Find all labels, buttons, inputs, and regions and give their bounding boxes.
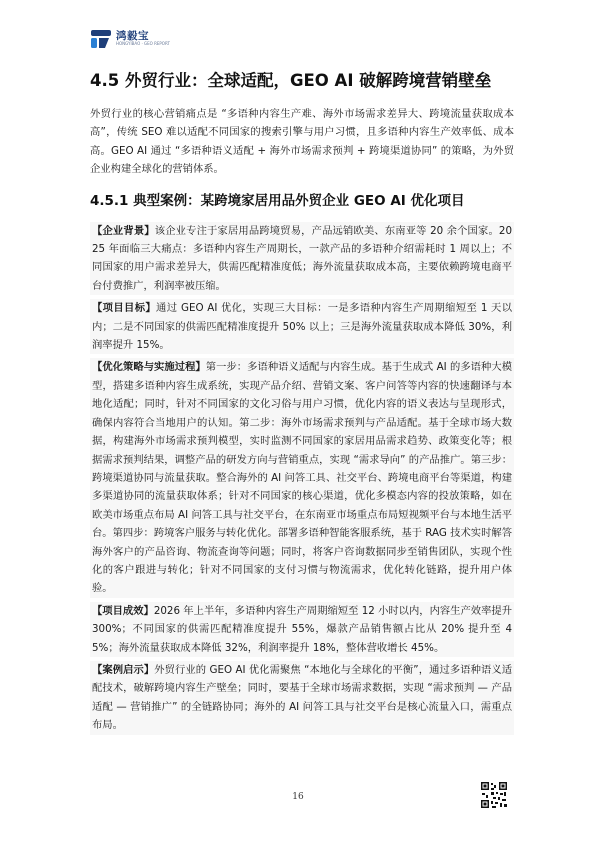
logo-subtitle: HONGYIBAO · GEO REPORT (116, 41, 170, 46)
strategy-text: 第一步：多语种语义适配与内容生成。基于生成式 AI 的多语种大模型，搭建多语种内容生成系统，实现产品介绍、营销文案、客户问答等内容的快速翻译与本地化适配；同时，针对不同国家的文化习俗与用户习惯，优化内容的语义表达与呈现形式，确保内容符合当地用户的认知。第二步：海外市场需求预判与产品适配。基于全球市场大数据，构建海外市场需求预判模型，实时监测不同国家的家居用品需求趋势、政策变化等；根据需求预判结果，调整产品的研发方向与营销重点，实现 “需求导向” 的产品推广。第三步：跨境渠道协同与流量获取。整合海外的 AI 问答工具、社交平台、跨境电商平台等渠道，构建多渠道协同的流量获取体系；针对不同国家的核心渠道，优化多模态内容的投放策略，如在欧美市场重点布局 AI 问答工具与社交平台，在东南亚市场重点布局短视频平台与本地生活平台。第四步：跨境客户服务与转化优化。部署多语种智能客服系统，基于 RAG 技术实时解答海外客户的产品咨询、物流查询等问题；同时，将客户咨询数据同步至销售团队，实现个性化的客户跟进与转化；针对不同国家的支付习惯与物流需求，优化转化链路，提升用户体验。 (92, 361, 512, 595)
background-label: 【企业背景】 (92, 224, 155, 237)
insight-paragraph (90, 661, 514, 735)
logo-mark-icon (90, 27, 112, 49)
company-logo (90, 27, 170, 49)
result-label: 【项目成效】 (92, 604, 154, 617)
result-text: 2026 年上半年，多语种内容生产周期缩短至 12 小时以内，内容生产效率提升 300%；不同国家的供需匹配精准度提升 55%，爆款产品销售额占比从 20% 提升至 45%；海外流量获取成本降低 32%，利润率提升 18%，整体营收增长 45%。 (92, 604, 512, 654)
result-paragraph (90, 602, 514, 657)
section-title: 4.5 外贸行业：全球适配，GEO AI 破解跨境营销壁垒 (90, 71, 492, 90)
strategy-paragraph (90, 358, 514, 597)
goal-text: 通过 GEO AI 优化，实现三大目标：一是多语种内容生产周期缩短至 1 天以内；二是不同国家的供需匹配精准度提升 50% 以上；三是海外流量获取成本降低 30%，利润率提升 15%。 (92, 302, 512, 352)
strategy-label: 【优化策略与实施过程】 (92, 361, 206, 374)
section-intro: 外贸行业的核心营销痛点是 “多语种内容生产难、海外市场需求差异大、跨境流量获取成本高”，传统 SEO 难以适配不同国家的搜索引擎与用户习惯，且多语种内容生产效率低、成本高。GEO AI 通过 “多语种语义适配 + 海外市场需求预判 + 跨境渠道协同” 的策略，为外贸企业构建全球化的营销体系。 (90, 108, 514, 176)
insight-text: 外贸行业的 GEO AI 优化需聚焦 “本地化与全球化的平衡”，通过多语种语义适配技术，破解跨境内容生产壁垒；同时，要基于全球市场需求数据，实现 “需求预判 — 产品适配 — 营销推广” 的全链路协同；海外的 AI 问答工具与社交平台是核心流量入口，需重点布局。 (92, 663, 513, 732)
insight-label: 【案例启示】 (92, 663, 155, 676)
goal-paragraph (90, 299, 514, 354)
qr-code-icon (480, 781, 508, 809)
page-content (90, 70, 514, 739)
case-title: 4.5.1 典型案例：某跨境家居用品外贸企业 GEO AI 优化项目 (90, 192, 465, 209)
background-text: 该企业专注于家居用品跨境贸易，产品远销欧美、东南亚等 20 余个国家。2025 年面临三大痛点：多语种内容生产周期长，一款产品的多语种介绍需耗时 1 周以上；不同国家的用户需求差异大，供需匹配精准度低；海外流量获取成本高，主要依赖跨境电商平台付费推广，利润率被压缩。 (92, 224, 513, 292)
goal-label: 【项目目标】 (92, 302, 157, 315)
background-paragraph (90, 222, 514, 296)
logo-text: 鸿毅宝 (116, 30, 149, 42)
page-number: 16 (292, 792, 304, 802)
